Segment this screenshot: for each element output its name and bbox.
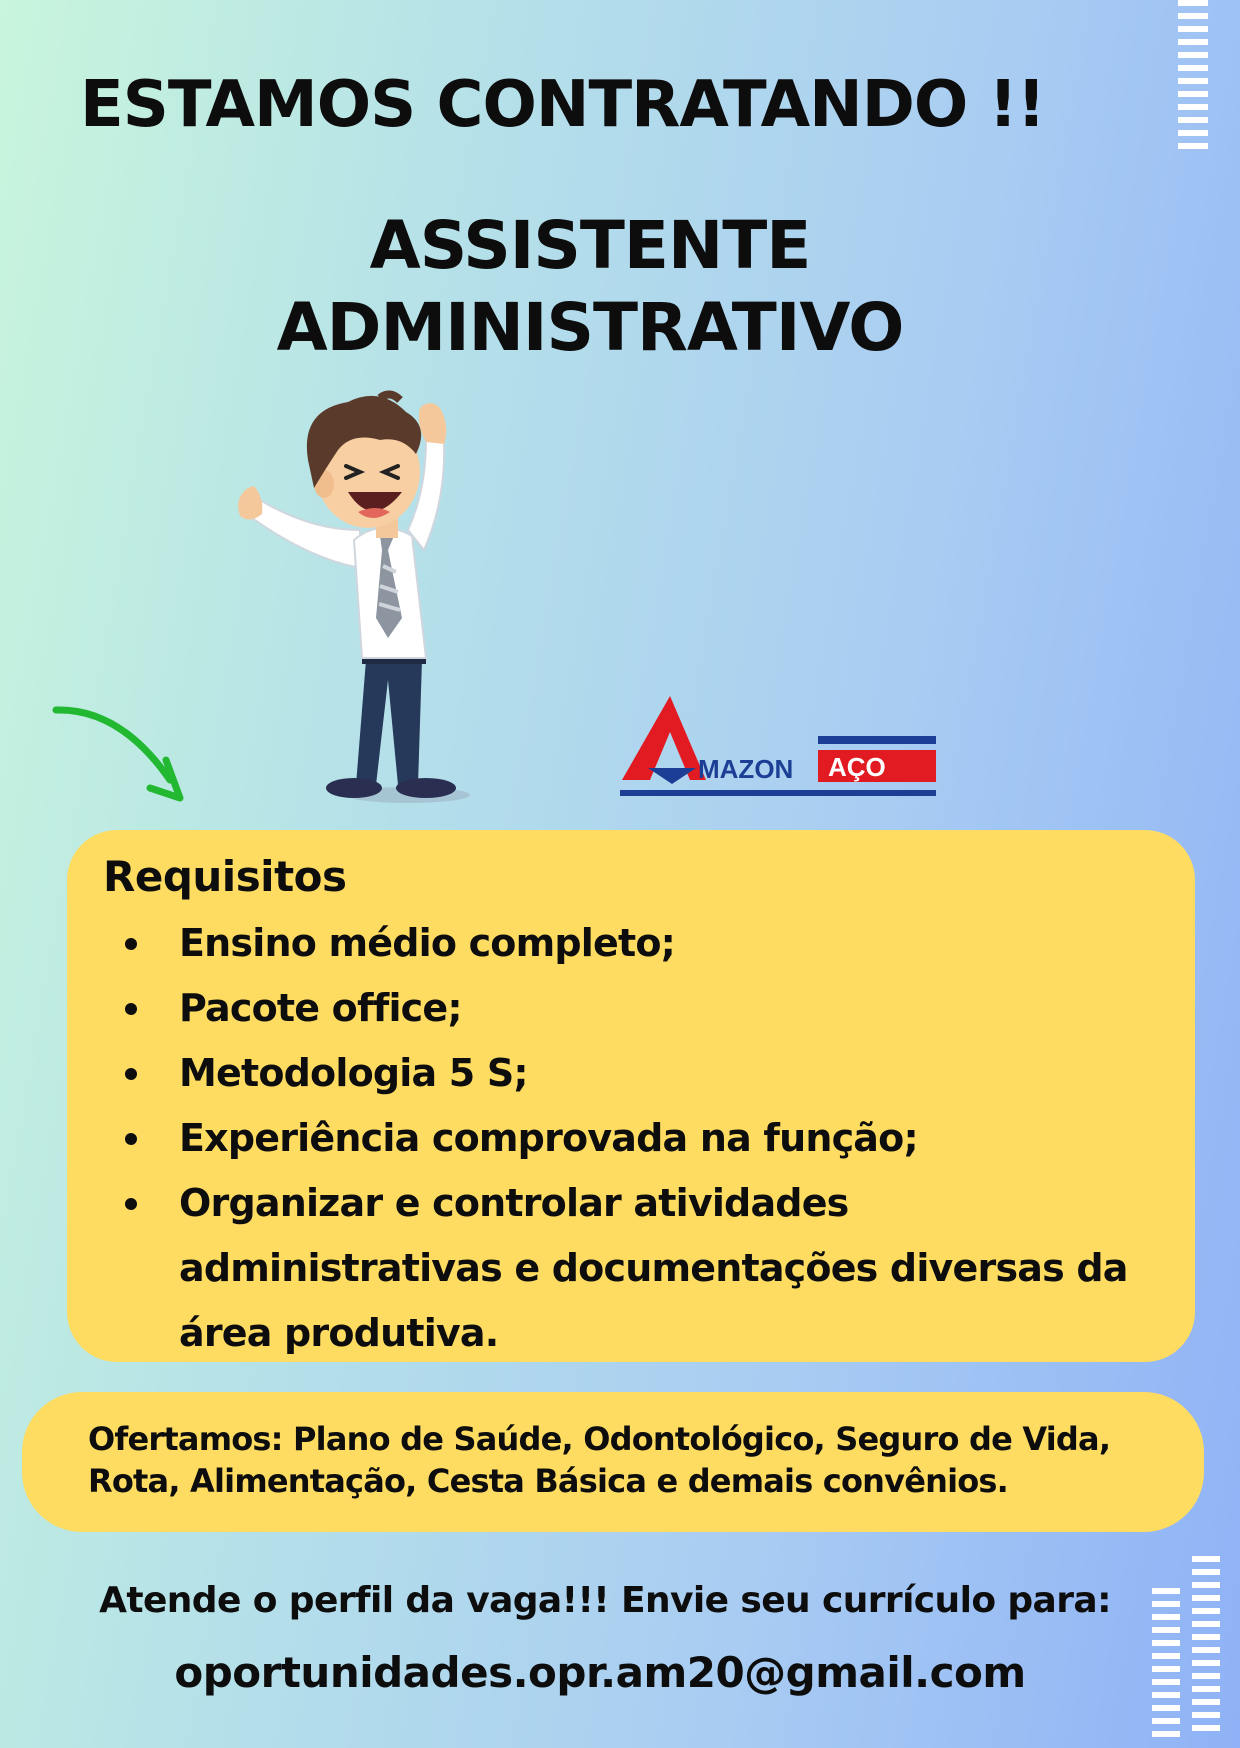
- decorative-stripes-top: [1178, 0, 1208, 156]
- hiring-headline: ESTAMOS CONTRATANDO !!: [80, 68, 1045, 142]
- benefits-text: Ofertamos: Plano de Saúde, Odontológico, Seguro de Vida, Rota, Alimentação, Cesta Básica e demais convênios.: [88, 1420, 1111, 1500]
- requirement-item: Experiência comprovada na função;: [103, 1106, 1159, 1171]
- logo-letter: A: [673, 758, 674, 759]
- requirements-list: [103, 911, 1159, 1366]
- requirements-card: [67, 830, 1195, 1362]
- benefits-card: [22, 1392, 1204, 1532]
- logo-tag: AÇO: [828, 752, 886, 782]
- logo-name: MAZON: [698, 754, 794, 784]
- job-title-line-1: ASSISTENTE: [369, 207, 811, 284]
- requirement-item: Metodologia 5 S;: [103, 1041, 1159, 1106]
- requirement-item: Ensino médio completo;: [103, 911, 1159, 976]
- call-to-action: Atende o perfil da vaga!!! Envie seu currículo para:: [99, 1580, 1111, 1621]
- job-title: [200, 205, 980, 369]
- green-arrow-icon: [50, 700, 190, 810]
- amazon-aco-logo: [618, 696, 938, 806]
- requirement-item: Pacote office;: [103, 976, 1159, 1041]
- requirement-item: Organizar e controlar atividades administrativas e documentações diversas da área produtiva.: [103, 1171, 1159, 1366]
- requirements-title: Requisitos: [103, 852, 347, 901]
- job-title-line-2: ADMINISTRATIVO: [276, 289, 904, 366]
- contact-email[interactable]: oportunidades.opr.am20@gmail.com: [174, 1648, 1026, 1697]
- cheering-businessman-illustration: [230, 390, 530, 810]
